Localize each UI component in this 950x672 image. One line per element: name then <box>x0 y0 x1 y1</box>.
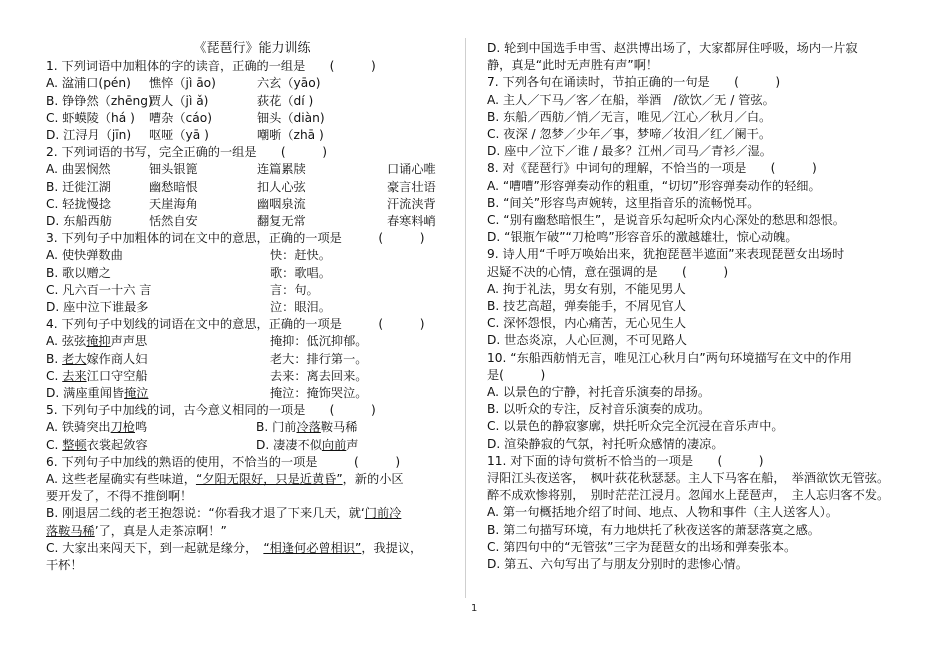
poem-line: 浔阳江头夜送客， 枫叶荻花秋瑟瑟。主人下马客在船， 举酒欲饮无管弦。 <box>487 471 890 486</box>
option-row <box>46 93 458 110</box>
underlined-word: 冷落 <box>296 420 321 435</box>
underlined-idiom: “夕阳无限好，只是近黄昏” <box>195 472 343 487</box>
option-cell: 豪言壮语 <box>387 179 436 194</box>
option-cell: 汗流浃背 <box>387 196 436 211</box>
option-gloss: 掩泣：掩饰哭泣。 <box>270 386 368 401</box>
option-row <box>46 179 458 196</box>
text-run: D. 凄凄不似 <box>256 437 322 452</box>
page-title: 《琵琶行》能力训练 <box>193 41 311 56</box>
option-row <box>46 419 458 436</box>
option-d-continued: 静，真是“此时无声胜有声”啊！ <box>487 58 659 73</box>
option-b: B. 以听众的专注，反衬音乐演奏的成功。 <box>487 402 711 417</box>
question-8 <box>487 160 897 246</box>
left-column <box>46 40 458 574</box>
question-9 <box>487 246 897 349</box>
option-c: C. 第四句中的“无管弦”三字为琵琶女的出场和弹奏张本。 <box>487 539 797 554</box>
option-row <box>46 247 458 264</box>
option-cell: 翻复无常 <box>257 214 306 229</box>
option-text <box>46 333 270 350</box>
underlined-word: 刀枪 <box>110 420 135 435</box>
text-run: A. 铁骑突出 <box>46 420 111 435</box>
poem-line: 醉不成欢惨将别， 别时茫茫江浸月。忽闻水上琵琶声， 主人忘归客不发。 <box>487 488 890 503</box>
question-3 <box>46 230 458 316</box>
option-row <box>46 437 458 454</box>
question-stem: 9. 诗人用“千呼万唤始出来，犹抱琵琶半遮面”来表现琵琶女出场时 <box>487 247 845 262</box>
option-cell: 荻花（dí ) <box>257 93 314 108</box>
option-text <box>256 437 458 454</box>
option-b <box>46 505 458 522</box>
option-cell: B. 迁徙江湖 <box>46 179 111 194</box>
text-run: 鸣 <box>135 420 148 435</box>
option-c: C. 以景色的静寂寥廓，烘托听众完全沉浸在音乐声中。 <box>487 419 784 434</box>
option-cell: D. 江浔月（jīn) <box>46 128 132 143</box>
option-cell: 憔悴（jì āo) <box>149 76 216 91</box>
option-row <box>46 282 458 299</box>
option-cell: C. 虾蟆陵（há ) <box>46 110 135 125</box>
text-run: 声 <box>346 437 359 452</box>
option-cell: 幽咽泉流 <box>257 196 306 211</box>
text-run: B. 门前 <box>256 420 297 435</box>
text-run: C. <box>46 437 63 452</box>
option-text: C. 凡六百一十六 言 <box>46 282 152 297</box>
option-a: A. 主人／下马／客／在船，举酒 /欲饮／无 / 管弦。 <box>487 92 775 107</box>
underlined-word: 掩抑 <box>86 334 111 349</box>
option-d: D. 第五、六句写出了与朋友分别时的悲惨心情。 <box>487 557 748 572</box>
option-cell: 连篇累牍 <box>257 162 306 177</box>
option-a-continued: 要开发了，不得不推倒啊！ <box>46 489 193 504</box>
option-row <box>46 351 458 368</box>
underlined-word: 向前 <box>321 437 347 452</box>
option-cell: A. 曲罢悯然 <box>46 162 111 177</box>
question-stem: 7. 下列各句在诵读时，节拍正确的一句是 ( ) <box>487 75 781 90</box>
question-stem: 11. 对下面的诗句赏析不恰当的一项是 ( ) <box>487 453 764 468</box>
option-cell: 嘈杂（cáo) <box>149 110 212 125</box>
option-row <box>46 385 458 402</box>
question-stem-continued: 迟疑不决的心情，意在强调的是 ( ) <box>487 264 729 279</box>
option-cell: D. 东船西舫 <box>46 214 112 229</box>
text-run: D. 满座重闻皆 <box>46 386 125 401</box>
option-a: A. 以景色的宁静，衬托音乐演奏的昂扬。 <box>487 385 711 400</box>
question-5 <box>46 402 458 454</box>
option-row <box>46 265 458 282</box>
option-gloss: 老大：排行第一。 <box>270 351 368 366</box>
text-run: ’了，真是人走茶凉啊！” <box>94 523 227 538</box>
option-cell: 天崖海角 <box>149 196 198 211</box>
option-gloss: 掩抑：低沉抑郁。 <box>270 334 368 349</box>
question-2 <box>46 144 458 230</box>
option-text: B. 歌以赠之 <box>46 265 111 280</box>
option-cell: 恬然自安 <box>149 214 198 229</box>
option-cell: C. 轻拢慢捻 <box>46 196 112 211</box>
question-stem: 1. 下列词语中加粗体的字的读音，正确的一组是 ( ) <box>46 59 376 74</box>
option-gloss: 歌：歌唱。 <box>270 265 331 280</box>
text-run: B. <box>46 351 63 366</box>
question-4 <box>46 316 458 402</box>
option-c: C. “别有幽愁暗恨生”，是说音乐勾起听众内心深处的愁思和怨恨。 <box>487 213 845 228</box>
option-gloss: 去来：离去回来。 <box>270 368 368 383</box>
question-stem: 4. 下列句子中划线的词语在文中的意思，正确的一项是 ( ) <box>46 317 425 332</box>
option-gloss: 言：句。 <box>270 282 319 297</box>
option-cell: 扣人心弦 <box>257 179 306 194</box>
option-gloss: 快：赶快。 <box>270 248 331 263</box>
option-d: D. 座中／泣下／谁 / 最多？江州／司马／青衫／湿。 <box>487 144 772 159</box>
question-stem: 2. 下列词语的书写，完全正确的一组是 ( ) <box>46 145 327 160</box>
option-text: D. 座中泣下谁最多 <box>46 300 149 315</box>
text-run: ，新的小区 <box>342 472 404 487</box>
option-d: D. 轮到中国选手申雪、赵洪博出场了，大家都屏住呼吸，场内一片寂 <box>487 41 858 55</box>
option-text <box>46 351 270 368</box>
option-b: B. 技艺高超，弹奏能手，不屑见官人 <box>487 299 686 314</box>
option-c <box>46 540 458 557</box>
option-row <box>46 161 458 178</box>
option-d: D. 世态炎凉，人心叵测，不可见路人 <box>487 333 687 348</box>
underlined-word: 整顿 <box>62 437 87 452</box>
option-text <box>46 385 270 402</box>
text-run: B. 刚退居二线的老王抱怨说：“你看我才退了下来几天，就‘ <box>46 506 365 521</box>
option-row <box>46 213 458 230</box>
text-run: 声声思 <box>110 334 148 349</box>
question-1 <box>46 58 458 144</box>
option-cell: 呕哑（yā ) <box>149 128 209 143</box>
question-stem: 5. 下列句子中加线的词，古今意义相同的一项是 ( ) <box>46 403 376 418</box>
text-run: C. 大家出来闯天下，到一起就是缘分， <box>46 540 264 555</box>
text-run: 衣裳起敛容 <box>86 437 148 452</box>
underlined-word: 老大 <box>62 351 87 366</box>
option-row <box>46 299 458 316</box>
page-number: 1 <box>471 603 478 614</box>
underlined-idiom: 门前冷 <box>364 506 402 521</box>
option-cell: B. 铮铮然（zhēng) <box>46 93 153 108</box>
text-run: A. 这些老屋确实有些味道， <box>46 472 196 487</box>
option-b: B. 东船／西舫／悄／无言，唯见／江心／秋月／白。 <box>487 109 772 124</box>
question-stem: 10. “东船西舫悄无言，唯见江心秋月白”两句环境描写在文中的作用 <box>487 350 852 365</box>
option-a: A. “嘈嘈”形容弹奏动作的粗重，“切切”形容弹奏动作的轻细。 <box>487 178 821 193</box>
option-cell <box>387 93 458 110</box>
option-row <box>46 110 458 127</box>
option-d: D. 渲染静寂的气氛，衬托听众感情的凄凉。 <box>487 436 724 451</box>
option-b: B. “间关”形容鸟声婉转，这里指音乐的流畅悦耳。 <box>487 195 760 210</box>
option-gloss: 泣：眼泪。 <box>270 300 331 315</box>
question-stem: 6. 下列句子中加线的熟语的使用，不恰当的一项是 ( ) <box>46 454 401 469</box>
question-stem: 8. 对《琵琶行》中词句的理解，不恰当的一项是 ( ) <box>487 161 817 176</box>
option-cell <box>387 110 458 127</box>
option-cell: 钿头（diàn) <box>257 110 325 125</box>
option-cell: A. 湓浦口(pén) <box>46 76 131 91</box>
option-text: A. 使快弹数曲 <box>46 248 123 263</box>
option-text <box>46 368 270 385</box>
option-c: C. 深怀怨恨，内心痛苦，无心见生人 <box>487 316 687 331</box>
question-11 <box>487 453 897 573</box>
option-row <box>46 127 458 144</box>
option-a <box>46 471 458 488</box>
option-cell: 贾人（jì ǎ) <box>149 93 209 108</box>
option-d: D. “银瓶乍破”“刀枪鸣”形容音乐的激越雄壮，惊心动魄。 <box>487 230 798 245</box>
question-stem: 3. 下列句子中加粗体的词在文中的意思，正确的一项是 ( ) <box>46 231 425 246</box>
option-row <box>46 368 458 385</box>
option-a: A. 拘于礼法，男女有别，不能见男人 <box>487 281 686 296</box>
option-cell: 幽愁暗恨 <box>149 179 198 194</box>
option-b-continued <box>46 523 458 540</box>
column-divider <box>465 38 466 598</box>
right-column <box>487 40 897 573</box>
question-7 <box>487 74 897 160</box>
text-run: 江口守空船 <box>86 368 148 383</box>
option-cell: 嘲哳（zhā ) <box>257 128 324 143</box>
text-run: ，我提议， <box>361 540 423 555</box>
option-cell: 钿头银篦 <box>149 162 198 177</box>
text-run: 嫁作商人妇 <box>86 351 148 366</box>
question-6-option-d <box>487 40 897 74</box>
option-row <box>46 196 458 213</box>
option-cell <box>387 127 458 144</box>
text-run: 鞍马稀 <box>320 420 358 435</box>
question-stem-continued: 是( ) <box>487 367 546 382</box>
option-a: A. 第一句概括地介绍了时间、地点、人物和事件（主人送客人）。 <box>487 505 839 520</box>
option-cell: 春寒料峭 <box>387 214 436 229</box>
option-c-continued: 干杯！ <box>46 558 83 573</box>
question-6 <box>46 454 458 574</box>
option-row <box>46 333 458 350</box>
text-run: C. <box>46 368 63 383</box>
option-text <box>46 419 256 436</box>
option-c: C. 夜深 / 忽梦／少年／事，梦啼／妆泪／红／阑干。 <box>487 127 772 142</box>
option-cell: 口诵心唯 <box>387 162 436 177</box>
option-text <box>46 437 256 454</box>
underlined-word: 掩泣 <box>124 386 149 401</box>
option-b: B. 第二句描写环境，有力地烘托了秋夜送客的萧瑟落寞之感。 <box>487 522 820 537</box>
underlined-word: 去来 <box>62 368 87 383</box>
text-run: A. 弦弦 <box>46 334 87 349</box>
option-cell: 六玄（yāo) <box>257 76 321 91</box>
underlined-idiom: 落鞍马稀 <box>46 523 95 538</box>
option-cell <box>387 75 458 92</box>
question-10 <box>487 350 897 453</box>
option-text <box>256 419 458 436</box>
underlined-idiom: “相逢何必曾相识” <box>263 540 362 555</box>
option-row <box>46 75 458 92</box>
